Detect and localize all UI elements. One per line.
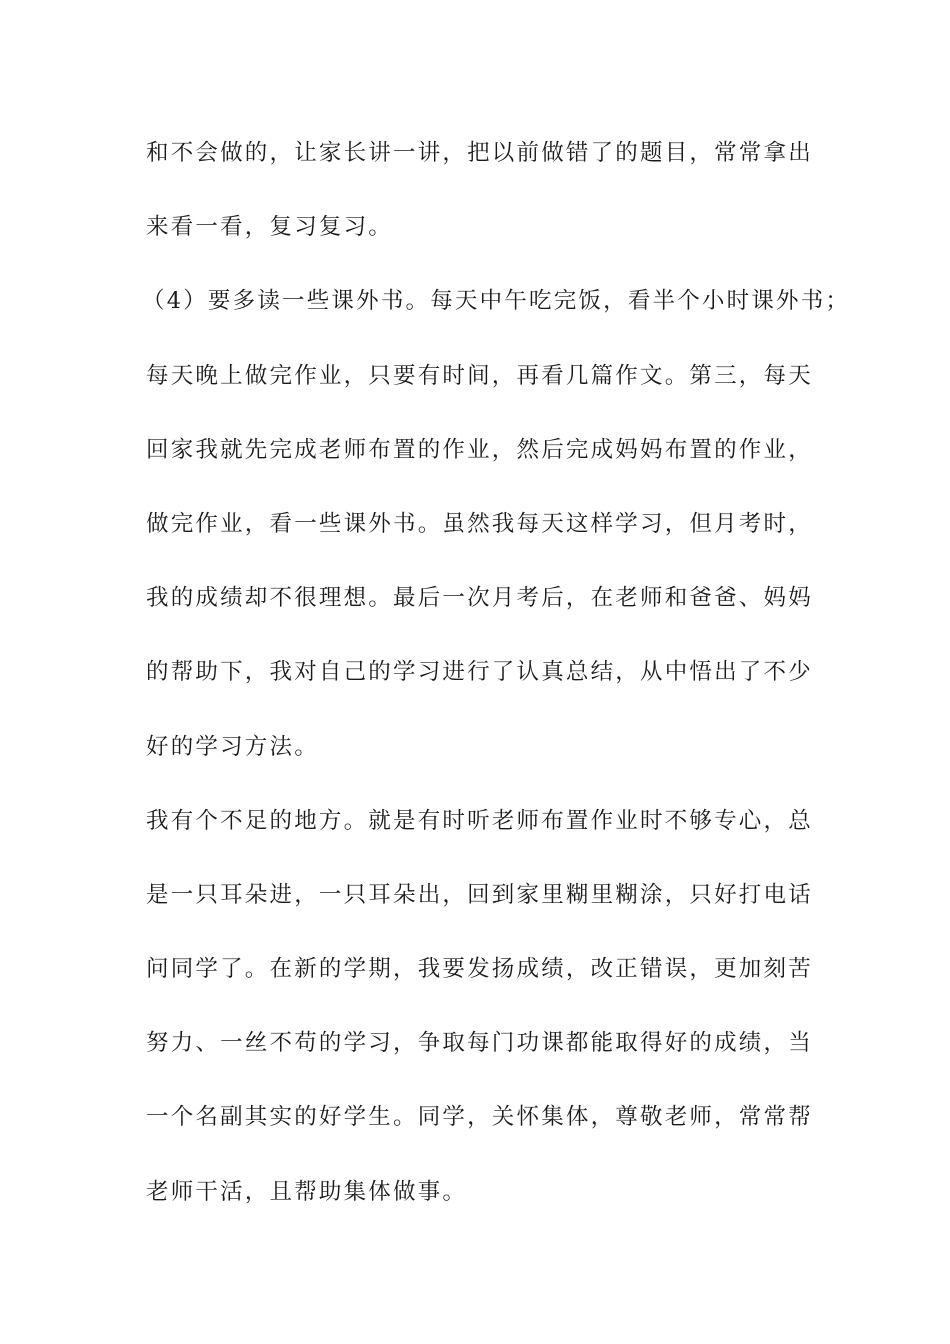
text-line-3: （4）要多读一些课外书。每天中午吃完饭，看半个小时课外书； xyxy=(142,288,851,315)
text-line-9: 好的学习方法。 xyxy=(146,733,319,760)
document-body xyxy=(142,130,851,1243)
text-line-5: 回家我就先完成老师布置的作业，然后完成妈妈布置的作业， xyxy=(146,436,813,463)
text-line-4: 每天晚上做完作业，只要有时间，再看几篇作文。第三，每天 xyxy=(146,362,813,389)
text-line-8: 的帮助下，我对自己的学习进行了认真总结，从中悟出了不少 xyxy=(146,659,813,686)
text-line-10: 我有个不足的地方。就是有时听老师布置作业时不够专心，总 xyxy=(146,807,813,834)
text-line-13: 努力、一丝不苟的学习，争取每门功课都能取得好的成绩，当 xyxy=(146,1030,813,1057)
text-line-7: 我的成绩却不很理想。最后一次月考后，在老师和爸爸、妈妈 xyxy=(146,585,813,612)
text-line-14: 一个名副其实的好学生。同学，关怀集体，尊敬老师，常常帮 xyxy=(146,1104,813,1131)
text-line-12: 问同学了。在新的学期，我要发扬成绩，改正错误，更加刻苦 xyxy=(146,956,813,983)
text-line-6: 做完作业，看一些课外书。虽然我每天这样学习，但月考时， xyxy=(146,510,813,537)
text-line-1: 和不会做的，让家长讲一讲，把以前做错了的题目，常常拿出 xyxy=(146,140,813,166)
text-line-11: 是一只耳朵进，一只耳朵出，回到家里糊里糊涂，只好打电话 xyxy=(146,881,813,908)
text-line-2: 来看一看，复习复习。 xyxy=(146,214,394,241)
text-line-15: 老师干活，且帮助集体做事。 xyxy=(146,1178,468,1205)
